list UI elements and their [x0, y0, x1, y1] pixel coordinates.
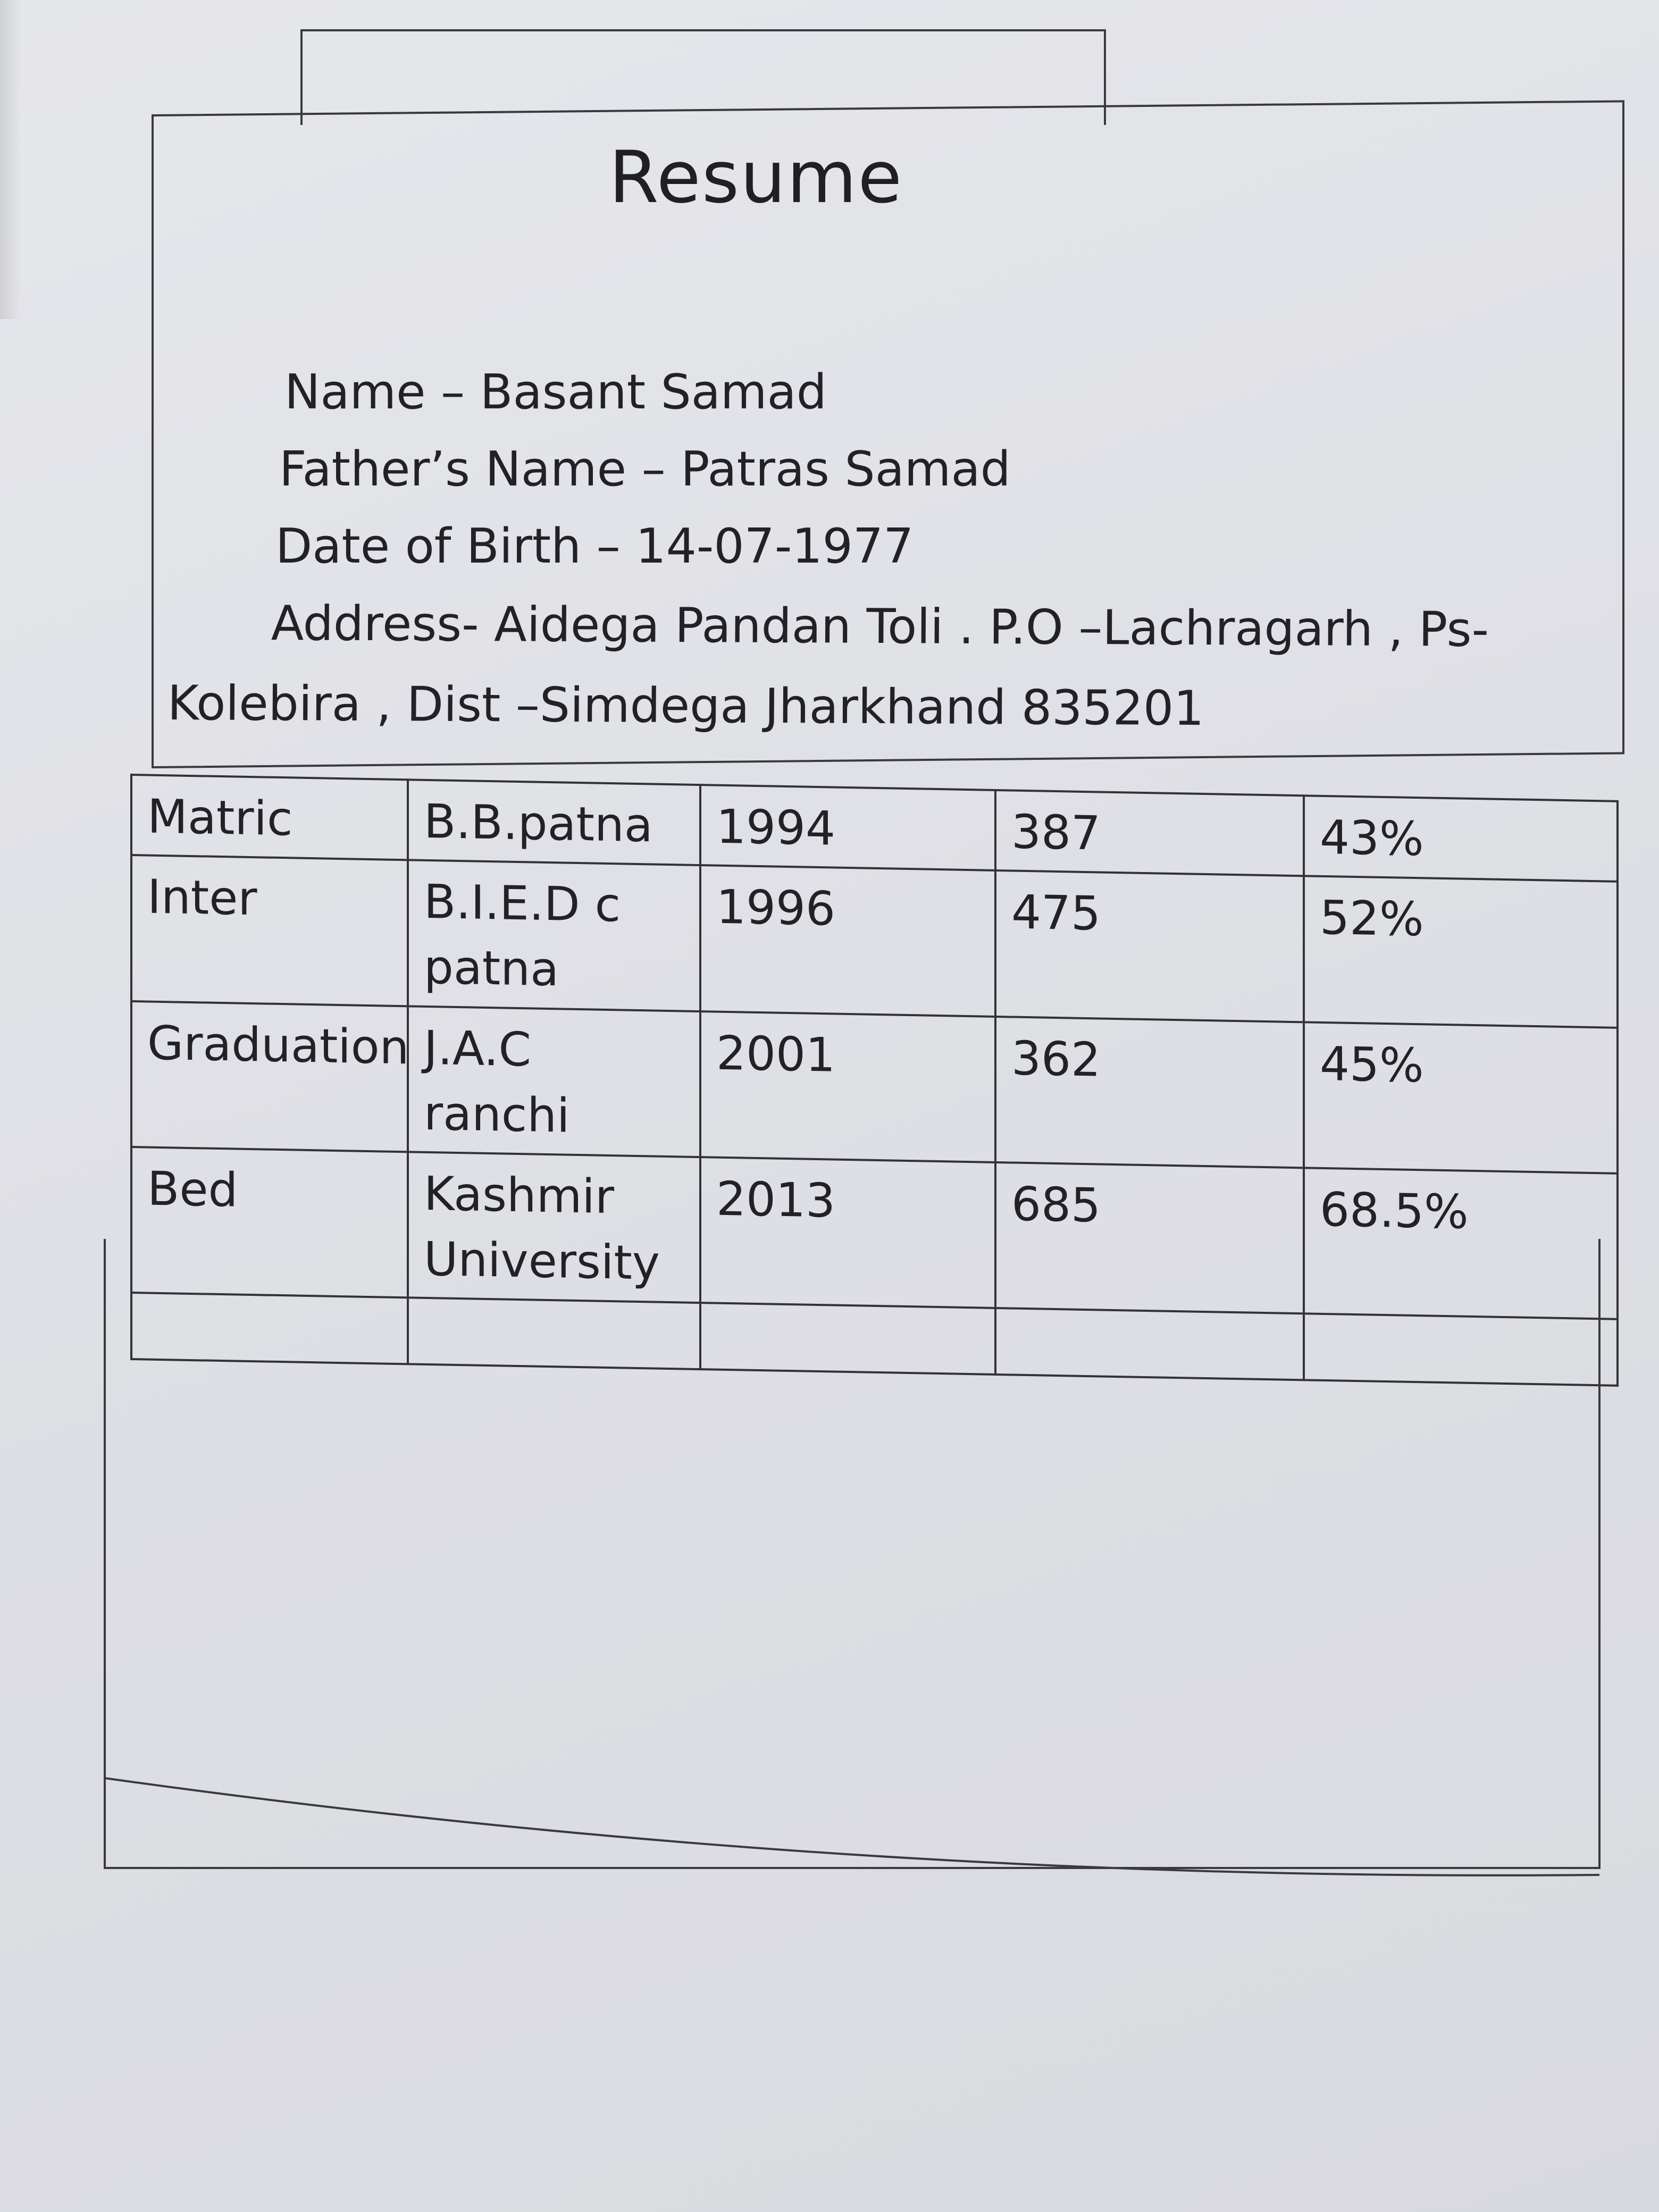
percent-cell: 68.5%: [1304, 1168, 1618, 1319]
percent-cell: 43%: [1304, 795, 1618, 882]
exam-cell: Graduation: [131, 1001, 408, 1152]
exam-cell: Bed: [131, 1147, 408, 1298]
board-cell: J.A.C ranchi: [408, 1006, 700, 1157]
year-cell: 2013: [700, 1157, 995, 1308]
board-cell: B.B.patna: [408, 780, 700, 865]
document-title: Resume: [609, 136, 903, 219]
exam-cell: Inter: [131, 855, 408, 1006]
exam-cell: Matric: [131, 775, 408, 860]
name-line: Name – Basant Samad: [284, 364, 827, 420]
lower-box-bottom-edge: [104, 1771, 1603, 1893]
table-row: [131, 855, 1618, 1027]
date-of-birth-line: Date of Birth – 14-07-1977: [275, 518, 914, 574]
percent-cell: 45%: [1304, 1022, 1618, 1174]
page-edge-shadow: [0, 0, 21, 319]
board-cell: Kashmir University: [408, 1152, 700, 1303]
table-row: [131, 1001, 1618, 1174]
year-cell: 2001: [700, 1011, 995, 1162]
father-name-line: Father’s Name – Patras Samad: [279, 441, 1011, 497]
marks-cell: 685: [995, 1162, 1304, 1314]
address-line-1: Address- Aidega Pandan Toli . P.O –Lachragarh , Ps-: [271, 596, 1489, 658]
percent-cell: 52%: [1304, 876, 1618, 1027]
year-cell: 1996: [700, 865, 995, 1016]
address-line-2: Kolebira , Dist –Simdega Jharkhand 835201: [167, 675, 1204, 737]
board-cell: B.I.E.D c patna: [408, 860, 700, 1011]
marks-cell: 387: [995, 790, 1304, 876]
marks-cell: 475: [995, 870, 1304, 1022]
year-cell: 1994: [700, 785, 995, 870]
marks-cell: 362: [995, 1017, 1304, 1168]
